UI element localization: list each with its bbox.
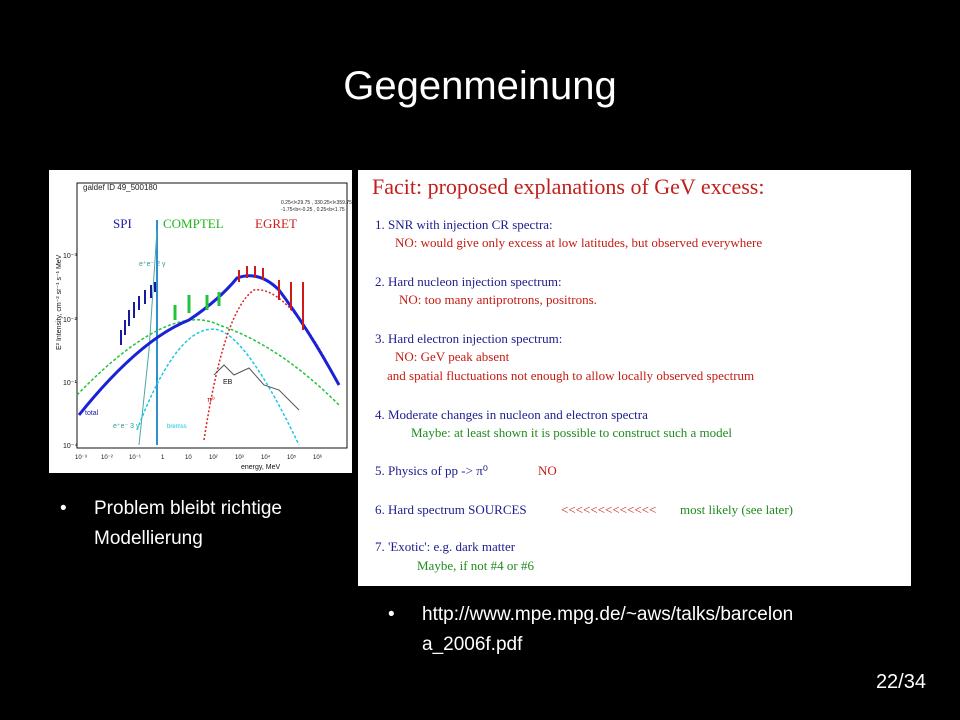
x-tick: 10³ [235, 455, 244, 461]
x-tick: 10⁻³ [75, 455, 87, 461]
label-bremss: bremss [167, 424, 187, 430]
x-tick: 10⁴ [261, 455, 271, 461]
y-tick: 10⁻² [63, 317, 77, 324]
x-tick: 10⁶ [313, 455, 323, 461]
facit-title: Facit: proposed explanations of GeV excess: [372, 174, 765, 199]
label-eb: EB [223, 379, 233, 386]
plot-header: galdef ID 49_500180 [83, 183, 158, 192]
right-bullet-line-2[interactable]: a_2006f.pdf [422, 634, 523, 655]
y-tick: 10⁻¹ [63, 380, 77, 387]
facit-item-3-line-2: and spatial fluctuations not enough to allow locally observed spectrum [387, 368, 755, 383]
facit-item-6-arrows: <<<<<<<<<<<<< [561, 502, 657, 517]
facit-figure [358, 170, 911, 586]
page-number: 22/34 [875, 671, 926, 693]
facit-item-5-head: 5. Physics of pp -> π⁰ [375, 463, 488, 478]
right-bullet-line-1[interactable]: http://www.mpe.mpg.de/~aws/talks/barcelon [422, 604, 794, 625]
label-egret: EGRET [255, 216, 297, 231]
facit-item-5-tail: NO [538, 463, 557, 478]
facit-item-3-head: 3. Hard electron injection spectrum: [375, 331, 563, 346]
facit-item-4-head: 4. Moderate changes in nucleon and electron spectra [375, 407, 648, 422]
facit-item-7-head: 7. 'Exotic': e.g. dark matter [375, 539, 516, 554]
x-tick: 10⁻¹ [129, 455, 141, 461]
left-bullet-line-1: Problem bleibt richtige [94, 498, 282, 519]
plot-ylabel: E² Intensity, cm⁻² sr⁻¹ s⁻¹ MeV [56, 254, 63, 350]
facit-item-6-head: 6. Hard spectrum SOURCES [375, 502, 527, 517]
plot-params-2: -1.75<b<-0.25 , 0.25<b<1.75 [281, 207, 345, 213]
bullet-glyph: • [60, 498, 67, 519]
left-bullet [60, 494, 282, 554]
facit-item-2-head: 2. Hard nucleon injection spectrum: [375, 274, 562, 289]
facit-item-1-line: NO: would give only excess at low latitudes, but observed everywhere [395, 235, 763, 250]
label-spi: SPI [113, 216, 132, 231]
facit-item-1-head: 1. SNR with injection CR spectra: [375, 217, 553, 232]
x-tick: 10⁻² [101, 455, 113, 461]
label-total: total [85, 410, 99, 417]
spectrum-figure [49, 170, 352, 473]
facit-item-4-line: Maybe: at least shown it is possible to construct such a model [411, 425, 732, 440]
plot-params-1: 0.25<l<29.75 , 330.25<l<359.75 [281, 200, 352, 206]
left-bullet-line-2: Modellierung [94, 528, 203, 549]
facit-item-2-line: NO: too many antiprotrons, positrons. [399, 292, 597, 307]
facit-item-3-line-1: NO: GeV peak absent [395, 349, 510, 364]
facit-item-7-line: Maybe, if not #4 or #6 [417, 558, 534, 573]
x-tick: 10² [209, 455, 218, 461]
x-tick: 1 [161, 455, 165, 461]
y-tick: 10⁻³ [63, 253, 77, 260]
right-bullet [388, 600, 793, 660]
facit-item-6-tail: most likely (see later) [680, 502, 793, 517]
x-tick: 10 [185, 455, 192, 461]
label-comptel: COMPTEL [163, 216, 224, 231]
label-pi0: π⁰ [207, 397, 215, 404]
y-tick: 10⁻⁴ [63, 443, 78, 450]
x-tick: 10⁵ [287, 455, 297, 461]
plot-xlabel: energy, MeV [241, 464, 281, 471]
spectrum-plot [49, 170, 352, 473]
slide-title: Gegenmeinung [343, 64, 617, 108]
bullet-glyph: • [388, 604, 395, 625]
label-ee3g: e⁺e⁻ 3 γ [113, 423, 140, 430]
label-ee2g: e⁺e⁻ 2 γ [139, 261, 166, 268]
